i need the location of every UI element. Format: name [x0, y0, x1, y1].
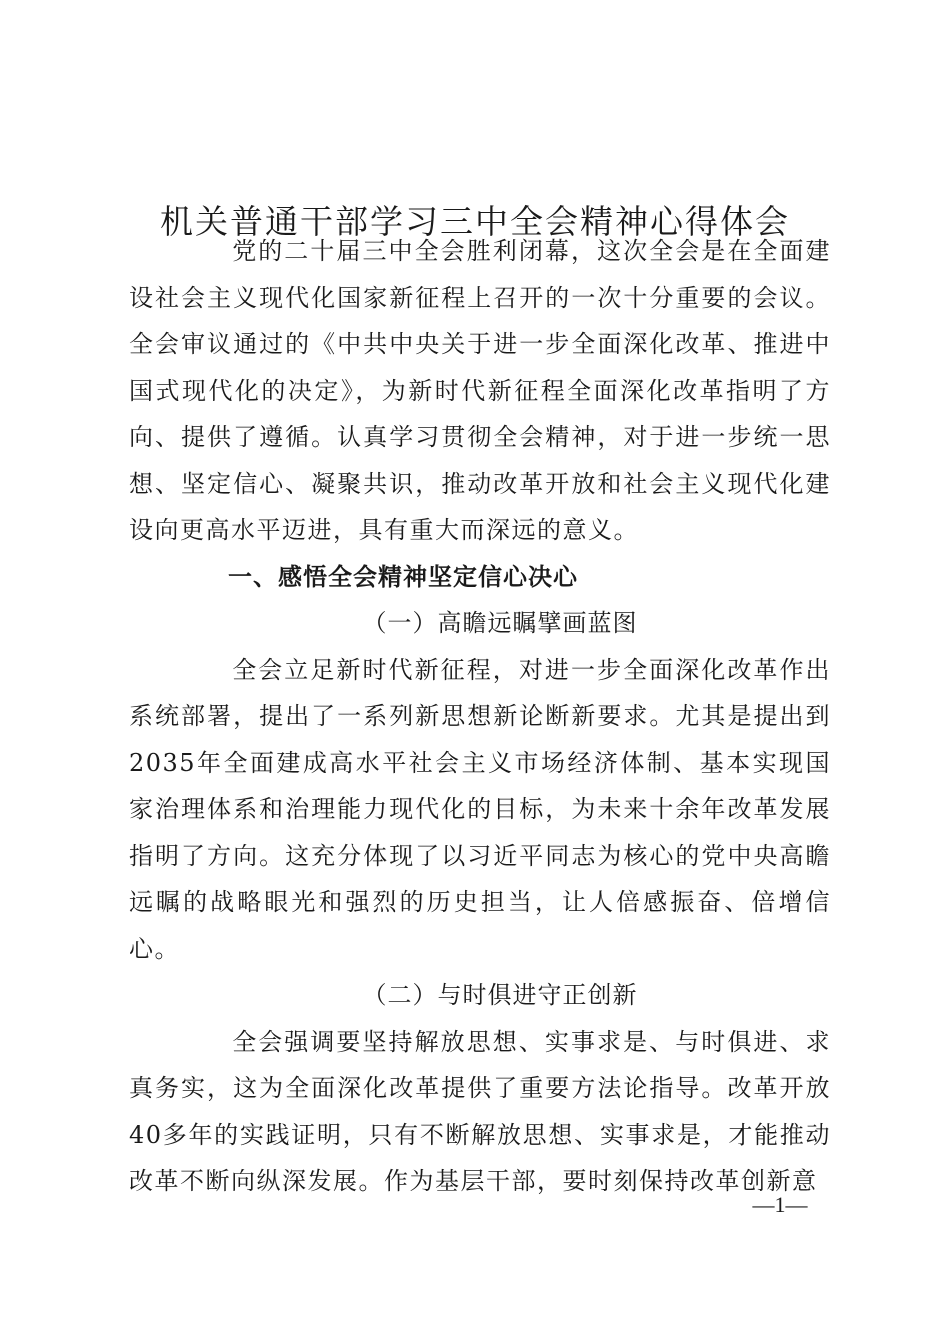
subsection-2-paragraph: 全会强调要坚持解放思想、实事求是、与时俱进、求真务实，这为全面深化改革提供了重要方法论指导。改革开放40多年的实践证明，只有不断解放思想、实事求是，才能推动改革不断向纵深发展。作为基层干部，要时刻保持改革创新意	[129, 1027, 831, 1195]
subsection-1-paragraph: 全会立足新时代新征程，对进一步全面深化改革作出系统部署，提出了一系列新思想新论断新要求。尤其是提出到2035年全面建成高水平社会主义市场经济体制、基本实现国家治理体系和治理能力现代化的目标，为未来十余年改革发展指明了方向。这充分体现了以习近平同志为核心的党中央高瞻远瞩的战略眼光和强烈的历史担当，让人倍感振奋、倍增信心。	[129, 655, 831, 963]
section-heading-1: 一、感悟全会精神坚定信心决心	[228, 562, 578, 591]
intro-paragraph: 党的二十届三中全会胜利闭幕，这次全会是在全面建设社会主义现代化国家新征程上召开的一次十分重要的会议。全会审议通过的《中共中央关于进一步全面深化改革、推进中国式现代化的决定》，为新时代新征程全面深化改革指明了方向、提供了遵循。认真学习贯彻全会精神，对于进一步统一思想、坚定信心、凝聚共识，推动改革开放和社会主义现代化建设向更高水平迈进，具有重大而深远的意义。	[129, 237, 831, 544]
subsection-heading-2: （二）与时俱进守正创新	[362, 981, 638, 1009]
document-body	[129, 228, 831, 1205]
document-title: 机关普通干部学习三中全会精神心得体会	[160, 202, 790, 242]
page-number: —1—	[752, 1192, 808, 1217]
subsection-heading-1: （一）高瞻远瞩擘画蓝图	[362, 609, 638, 637]
